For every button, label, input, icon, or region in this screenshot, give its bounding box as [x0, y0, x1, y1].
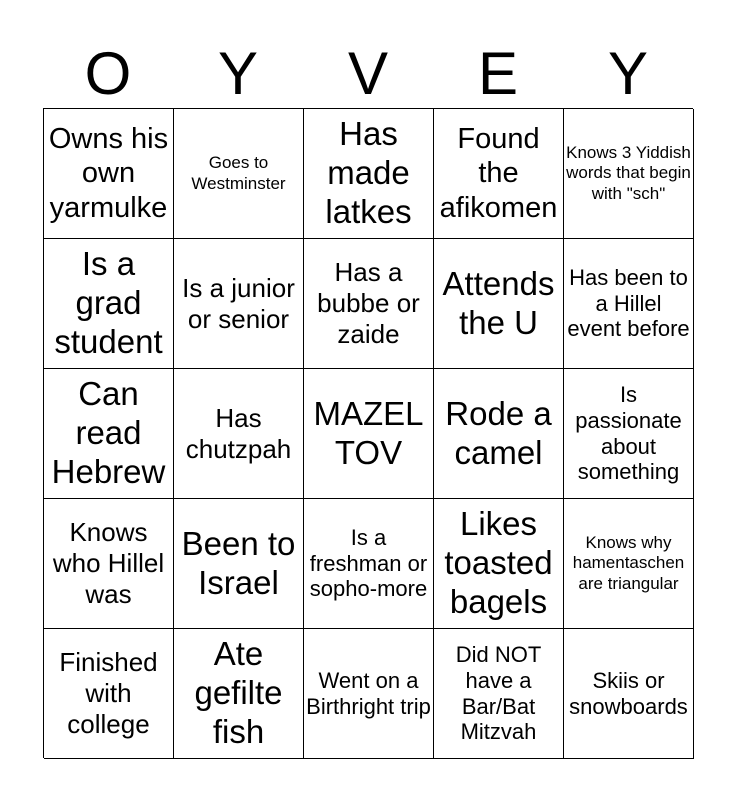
cell-text: Knows why hamentaschen are triangular: [572, 533, 685, 593]
bingo-cell[interactable]: [434, 109, 564, 239]
bingo-cell[interactable]: [434, 629, 564, 759]
bingo-cell[interactable]: [434, 499, 564, 629]
bingo-cell[interactable]: [174, 109, 304, 239]
bingo-cell[interactable]: [304, 629, 434, 759]
bingo-cell[interactable]: [174, 369, 304, 499]
cell-text: Rode a camel: [445, 394, 552, 471]
bingo-cell[interactable]: [434, 239, 564, 369]
bingo-cell[interactable]: [564, 109, 694, 239]
cell-text: Knows 3 Yiddish words that begin with "sch": [566, 143, 691, 203]
cell-text: Has made latkes: [325, 115, 412, 230]
cell-text: Been to Israel: [181, 524, 296, 601]
cell-text: Finished with college: [59, 647, 158, 739]
title-letter-y-2: Y: [607, 40, 649, 107]
cell-text: Knows who Hillel was: [52, 517, 165, 609]
cell-text: Can read Hebrew: [51, 375, 166, 490]
bingo-cell[interactable]: [564, 369, 694, 499]
bingo-cell[interactable]: [174, 239, 304, 369]
bingo-cell[interactable]: [304, 109, 434, 239]
cell-text: Ate gefilte fish: [194, 635, 283, 750]
free-space-text: MAZEL TOV: [313, 394, 424, 471]
cell-text: Did NOT have a Bar/Bat Mitzvah: [455, 641, 542, 745]
bingo-title: [43, 40, 693, 108]
title-letter-e: E: [477, 40, 519, 107]
cell-text: Went on a Birthright trip: [306, 667, 431, 719]
bingo-cell[interactable]: [174, 629, 304, 759]
cell-text: Attends the U: [442, 264, 555, 341]
cell-text: Has been to a Hillel event before: [567, 264, 690, 342]
cell-text: Found the afikomen: [439, 123, 558, 224]
title-letter-y: Y: [217, 40, 259, 107]
bingo-cell[interactable]: [44, 369, 174, 499]
cell-text: Has chutzpah: [185, 402, 292, 464]
bingo-cell[interactable]: [44, 499, 174, 629]
bingo-cell[interactable]: [304, 499, 434, 629]
bingo-cell[interactable]: [434, 369, 564, 499]
bingo-cell[interactable]: [564, 629, 694, 759]
bingo-cell[interactable]: [564, 239, 694, 369]
cell-text: Has a bubbe or zaide: [317, 257, 420, 349]
cell-text: Is passionate about something: [575, 381, 682, 485]
bingo-board: [43, 108, 693, 758]
bingo-cell[interactable]: [44, 629, 174, 759]
cell-text: Owns his own yarmulke: [48, 123, 169, 224]
cell-text: Is a freshman or sopho-more: [309, 524, 428, 602]
title-letter-v: V: [347, 40, 389, 107]
bingo-cell[interactable]: [44, 109, 174, 239]
cell-text: Goes to Westminster: [191, 153, 286, 193]
bingo-cell[interactable]: [174, 499, 304, 629]
cell-text: Skiis or snowboards: [569, 667, 688, 719]
cell-text: Is a grad student: [54, 245, 163, 360]
bingo-cell[interactable]: [304, 239, 434, 369]
title-letter-o: O: [84, 40, 132, 107]
free-space-cell[interactable]: [304, 369, 434, 499]
bingo-cell[interactable]: [564, 499, 694, 629]
cell-text: Likes toasted bagels: [444, 505, 553, 620]
cell-text: Is a junior or senior: [182, 272, 295, 334]
bingo-cell[interactable]: [44, 239, 174, 369]
